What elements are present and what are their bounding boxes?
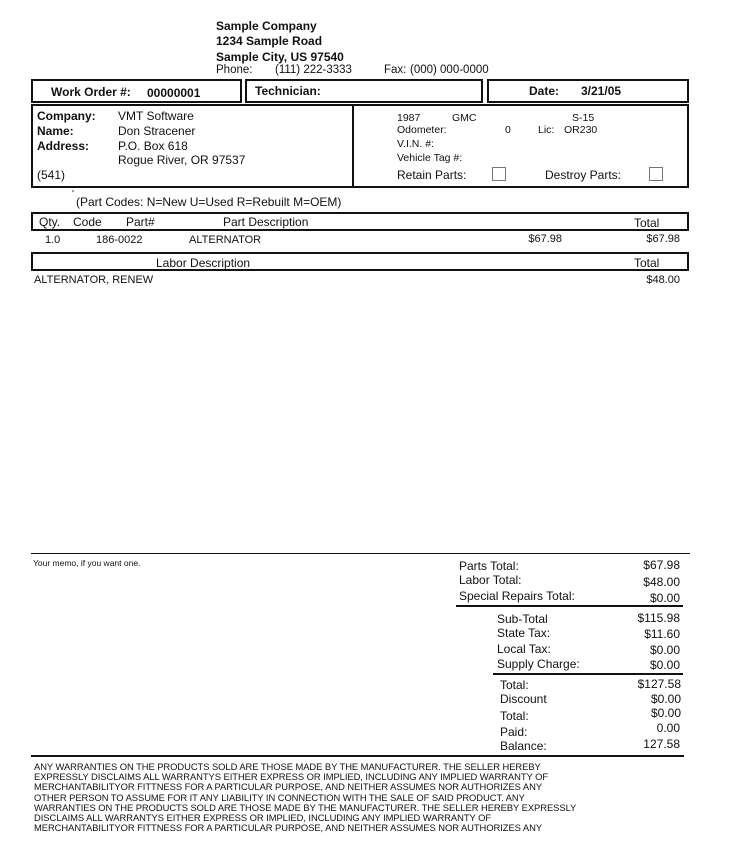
customer-phone: (541) [37,168,66,182]
work-order-number: 00000001 [147,86,201,100]
customer-address-line1: P.O. Box 618 [118,139,188,153]
col-code: Code [73,215,102,229]
part-price: $67.98 [528,233,562,245]
labor-total: $48.00 [646,274,680,286]
company-phone-label: Phone: [216,64,253,76]
company-city: Sample City, US 97540 [216,50,344,64]
warranty-line: DISCLAIMS ALL WARRANTYS EITHER EXPRESS OR IMPLIED, INCLUDING ANY IMPLIED WARRANTY OF [34,812,492,824]
vehicle-tag-label: Vehicle Tag #: [397,152,463,164]
retain-parts-label: Retain Parts: [397,168,467,182]
col-qty: Qty. [39,215,61,229]
date-value: 3/21/05 [581,84,622,98]
col-part-description: Part Description [223,215,309,229]
parts-table-header [31,212,689,231]
total-value: $127.58 [637,677,681,691]
customer-address-label: Address: [37,139,90,153]
company-phone: (111) 222-3333 [275,64,352,76]
warranty-line: MERCHANTABILITYOR FITTNESS FOR A PARTICULAR PURPOSE, AND NEITHER ASSUMES NOR AUTHORIZES ANY [34,822,543,834]
labor-total-value: $48.00 [643,575,680,589]
customer-company-label: Company: [37,109,96,123]
special-repairs-label: Special Repairs Total: [459,589,575,603]
warranty-divider [31,755,684,757]
retain-parts-checkbox[interactable] [492,167,506,181]
odometer-label: Odometer: [397,124,447,136]
subtotal-value: $115.98 [637,611,680,625]
col-labor-description: Labor Description [156,256,251,270]
vehicle-model: S-15 [572,112,595,124]
work-order-box [31,79,242,103]
total-label: Total: [500,678,529,692]
discount-value: $0.00 [650,692,681,706]
lic-label: Lic: [538,124,555,136]
parts-total-label: Parts Total: [459,559,519,573]
memo-divider [31,553,690,554]
local-tax-label: Local Tax: [497,642,551,656]
totals-divider-1 [456,605,683,607]
warranty-text [34,762,714,833]
parts-total-value: $67.98 [643,558,680,572]
state-tax-label: State Tax: [497,626,551,640]
destroy-parts-label: Destroy Parts: [545,168,622,182]
total2-label: Total: [500,709,529,723]
technician-label: Technician: [255,84,321,98]
company-fax-label: Fax: [384,64,407,76]
tick-mark: ' [72,189,74,200]
part-total: $67.98 [646,233,680,245]
date-box [487,79,689,103]
customer-vehicle-divider [352,104,354,188]
labor-total-label: Labor Total: [459,573,522,587]
company-fax: (000) 000-0000 [410,64,489,76]
subtotal-label: Sub-Total [497,612,548,626]
supply-charge-value: $0.00 [649,658,680,672]
customer-vehicle-box [31,104,689,188]
special-repairs-value: $0.00 [649,591,680,605]
labor-description: ALTERNATOR, RENEW [34,274,154,286]
warranty-line: OTHER PERSON TO ASSUME FOR IT ANY LIABILITY IN CONNECTION WITH THE SALE OF SAID PRODUCT. ANY [34,791,525,803]
col-part-no: Part# [126,215,155,229]
part-qty: 1.0 [45,234,61,246]
warranty-line: WARRANTIES ON THE PRODUCTS SOLD ARE THOSE MADE BY THE MANUFACTURER. THE SELLER HEREBY EXPRESSLY [34,801,577,813]
customer-name-value: Don Stracener [118,124,196,138]
customer-name-label: Name: [37,124,74,138]
supply-charge-label: Supply Charge: [497,657,580,671]
paid-value: 0.00 [656,721,680,735]
memo-text: Your memo, if you want one. [33,558,141,568]
warranty-line: MERCHANTABILITYOR FITTNESS FOR A PARTICULAR PURPOSE, AND NEITHER ASSUMES NOR AUTHORIZES ANY [34,781,543,793]
odometer-value: 0 [505,124,511,136]
vin-label: V.I.N. #: [397,138,434,150]
labor-table-header [31,252,689,271]
col-labor-total: Total [634,256,660,270]
part-number: 186-0022 [96,234,143,246]
totals-divider-2 [493,673,683,675]
date-label: Date: [529,84,560,98]
lic-value: OR230 [564,124,598,136]
company-street: 1234 Sample Road [216,34,323,48]
state-tax-value: $11.60 [644,627,680,641]
destroy-parts-checkbox[interactable] [649,167,663,181]
warranty-line: ANY WARRANTIES ON THE PRODUCTS SOLD ARE THOSE MADE BY THE MANUFACTURER. THE SELLER HEREBY [34,761,541,772]
vehicle-make: GMC [452,112,477,124]
customer-address-line2: Rogue River, OR 97537 [118,153,246,167]
work-order-label: Work Order #: [51,85,131,99]
col-parts-total: Total [634,216,660,230]
discount-label: Discount [500,692,547,706]
balance-label: Balance: [500,739,547,753]
technician-box [245,79,483,103]
warranty-line: EXPRESSLY DISCLAIMS ALL WARRANTYS EITHER EXPRESS OR IMPLIED, INCLUDING ANY IMPLIED WARRANTY OF [34,771,548,783]
vehicle-year: 1987 [397,112,421,124]
part-codes-legend: (Part Codes: N=New U=Used R=Rebuilt M=OEM) [76,195,342,209]
part-description: ALTERNATOR [189,234,262,246]
balance-value: 127.58 [643,737,680,751]
customer-company-value: VMT Software [118,109,194,123]
total2-value: $0.00 [650,706,681,720]
company-name: Sample Company [216,19,317,33]
local-tax-value: $0.00 [649,643,680,657]
paid-label: Paid: [500,725,528,739]
